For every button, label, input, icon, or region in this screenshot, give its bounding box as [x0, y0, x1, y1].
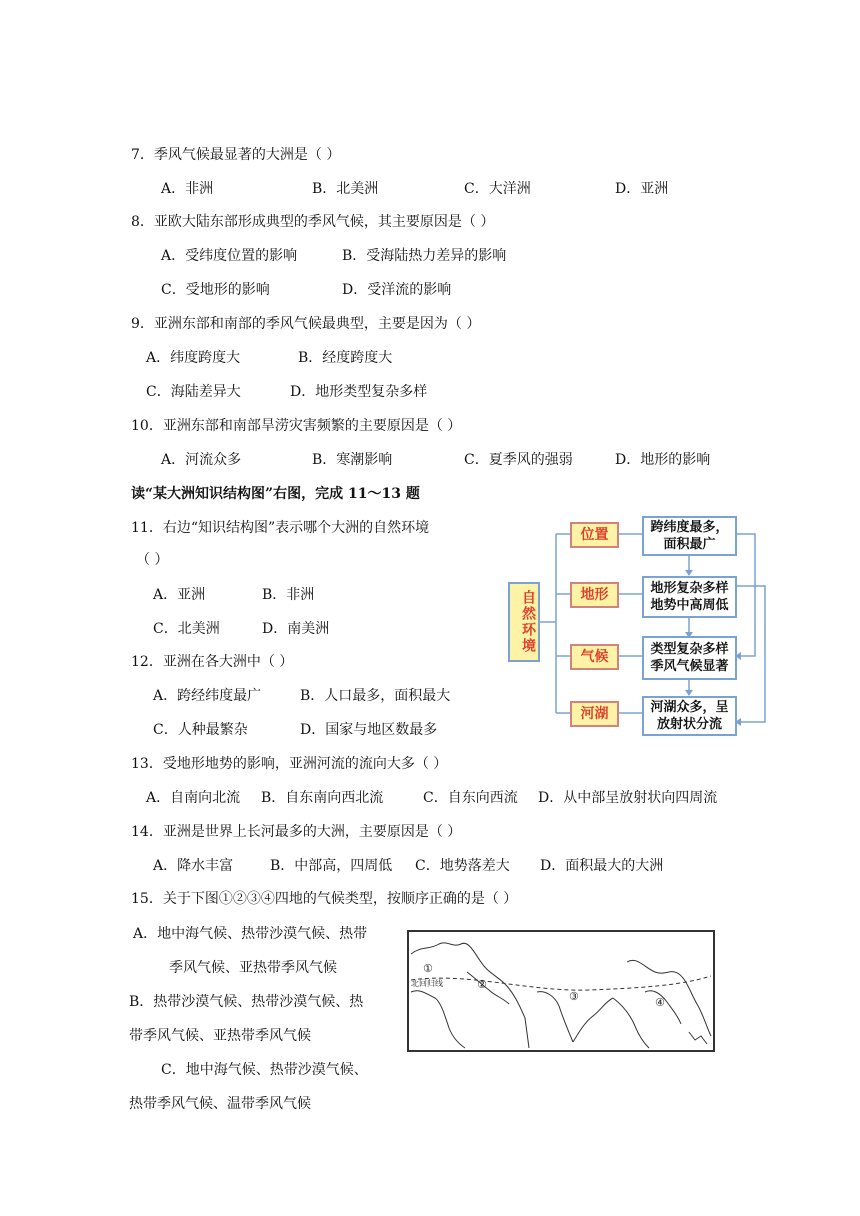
q13-option-b: B．自东南向西北流 [261, 790, 384, 806]
chart-tag-climate: 气候 [570, 644, 619, 670]
q15-option-c-line2: 热带季风气候、温带季风气候 [129, 1096, 311, 1112]
chart-desc-climate-line1: 类型复杂多样 [650, 642, 729, 657]
q13-stem: 13．受地形地势的影响，亚洲河流的流向大多（ ） [131, 756, 448, 772]
tropic-line [411, 976, 711, 990]
q12-option-c: C．人种最繁杂 [153, 722, 248, 738]
chart-desc-terrain [642, 576, 737, 618]
q15-option-b-line2: 带季风气候、亚热带季风气候 [129, 1028, 311, 1044]
chart-desc-rivers [642, 696, 737, 736]
q14-option-b: B．中部高，四周低 [270, 858, 393, 874]
q8-stem: 8．亚欧大陆东部形成典型的季风气候，其主要原因是（ ） [131, 214, 495, 230]
q7-option-d: D．亚洲 [615, 181, 669, 197]
map-marker-4: ④ [655, 996, 665, 1009]
q11-option-d: D．南美洲 [262, 621, 330, 637]
q14-option-c: C．地势落差大 [415, 858, 510, 874]
chart-desc-terrain-line2: 地势中高周低 [650, 598, 729, 613]
map-marker-3: ③ [569, 990, 579, 1003]
q10-stem: 10．亚洲东部和南部旱涝灾害频繁的主要原因是（ ） [131, 418, 462, 434]
q11-paren: （ ） [136, 552, 169, 568]
q12-stem: 12．亚洲在各大洲中（ ） [131, 654, 294, 670]
chart-desc-rivers-line1: 河湖众多，呈 [650, 700, 729, 715]
q10-option-a: A．河流众多 [161, 452, 242, 468]
q8-option-b: B．受海陆热力差异的影响 [342, 248, 507, 264]
q14-option-a: A．降水丰富 [153, 858, 234, 874]
q9-option-d: D．地形类型复杂多样 [290, 384, 428, 400]
q8-option-d: D．受洋流的影响 [342, 282, 452, 298]
map-marker-1: ① [423, 962, 433, 975]
q7-stem: 7．季风气候最显著的大洲是（ ） [131, 147, 341, 163]
chart-desc-climate-line2: 季风气候显著 [650, 659, 729, 674]
q9-option-c: C．海陆差异大 [146, 384, 241, 400]
q12-option-b: B．人口最多，面积最大 [300, 688, 451, 704]
asia-climate-map [407, 930, 715, 1052]
chart-tag-location: 位置 [570, 522, 619, 548]
map-drawing [409, 932, 713, 1050]
chart-desc-terrain-line1: 地形复杂多样 [650, 581, 729, 596]
q9-option-a: A．纬度跨度大 [146, 350, 241, 366]
tropic-label: 北回归线 [411, 979, 443, 988]
q14-option-d: D．面积最大的大洲 [540, 858, 664, 874]
q9-option-b: B．经度跨度大 [298, 350, 393, 366]
q10-option-c: C．夏季风的强弱 [464, 452, 573, 468]
chart-desc-rivers-line2: 放射状分流 [656, 717, 722, 732]
q10-option-d: D．地形的影响 [615, 452, 711, 468]
q12-option-d: D．国家与地区数最多 [300, 722, 438, 738]
chart-tag-rivers: 河湖 [570, 701, 619, 727]
q15-stem: 15．关于下图①②③④四地的气候类型，按顺序正确的是（ ） [131, 891, 518, 907]
q7-option-c: C．大洋洲 [464, 181, 531, 197]
chart-tag-terrain: 地形 [570, 582, 619, 608]
chart-desc-location-line1: 跨纬度最多， [650, 520, 729, 535]
q15-option-a-line2: 季风气候、亚热带季风气候 [169, 960, 337, 976]
section-title: 读“某大洲知识结构图”右图，完成 11～13 题 [131, 486, 420, 502]
q15-option-a-line1: A．地中海气候、热带沙漠气候、热带 [133, 926, 368, 942]
q12-option-a: A．跨经纬度最广 [153, 688, 262, 704]
chart-desc-location-line2: 面积最广 [663, 537, 716, 552]
chart-desc-climate [642, 636, 737, 680]
q9-stem: 9．亚洲东部和南部的季风气候最典型，主要是因为（ ） [131, 316, 481, 332]
q8-option-c: C．受地形的影响 [161, 282, 270, 298]
q13-option-d: D．从中部呈放射状向四周流 [538, 790, 718, 806]
q11-option-a: A．亚洲 [153, 587, 206, 603]
map-marker-2: ② [477, 978, 487, 991]
q7-option-a: A．非洲 [161, 181, 214, 197]
chart-center-box [508, 582, 540, 662]
q13-option-a: A．自南向北流 [146, 790, 241, 806]
chart-desc-location [642, 516, 737, 556]
chart-center-label: 自然环境 [520, 590, 536, 654]
q8-option-a: A．受纬度位置的影响 [161, 248, 298, 264]
q15-option-c-line1: C．地中海气候、热带沙漠气候、 [161, 1062, 368, 1078]
q11-stem: 11．右边“知识结构图”表示哪个大洲的自然环境 [131, 520, 430, 536]
q13-option-c: C．自东向西流 [423, 790, 518, 806]
q15-option-b-line1: B．热带沙漠气候、热带沙漠气候、热 [129, 994, 364, 1010]
q7-option-b: B．北美洲 [312, 181, 379, 197]
q11-option-b: B．非洲 [262, 587, 315, 603]
q10-option-b: B．寒潮影响 [312, 452, 393, 468]
q14-stem: 14．亚洲是世界上长河最多的大洲，主要原因是（ ） [131, 824, 462, 840]
q11-option-c: C．北美洲 [153, 621, 220, 637]
